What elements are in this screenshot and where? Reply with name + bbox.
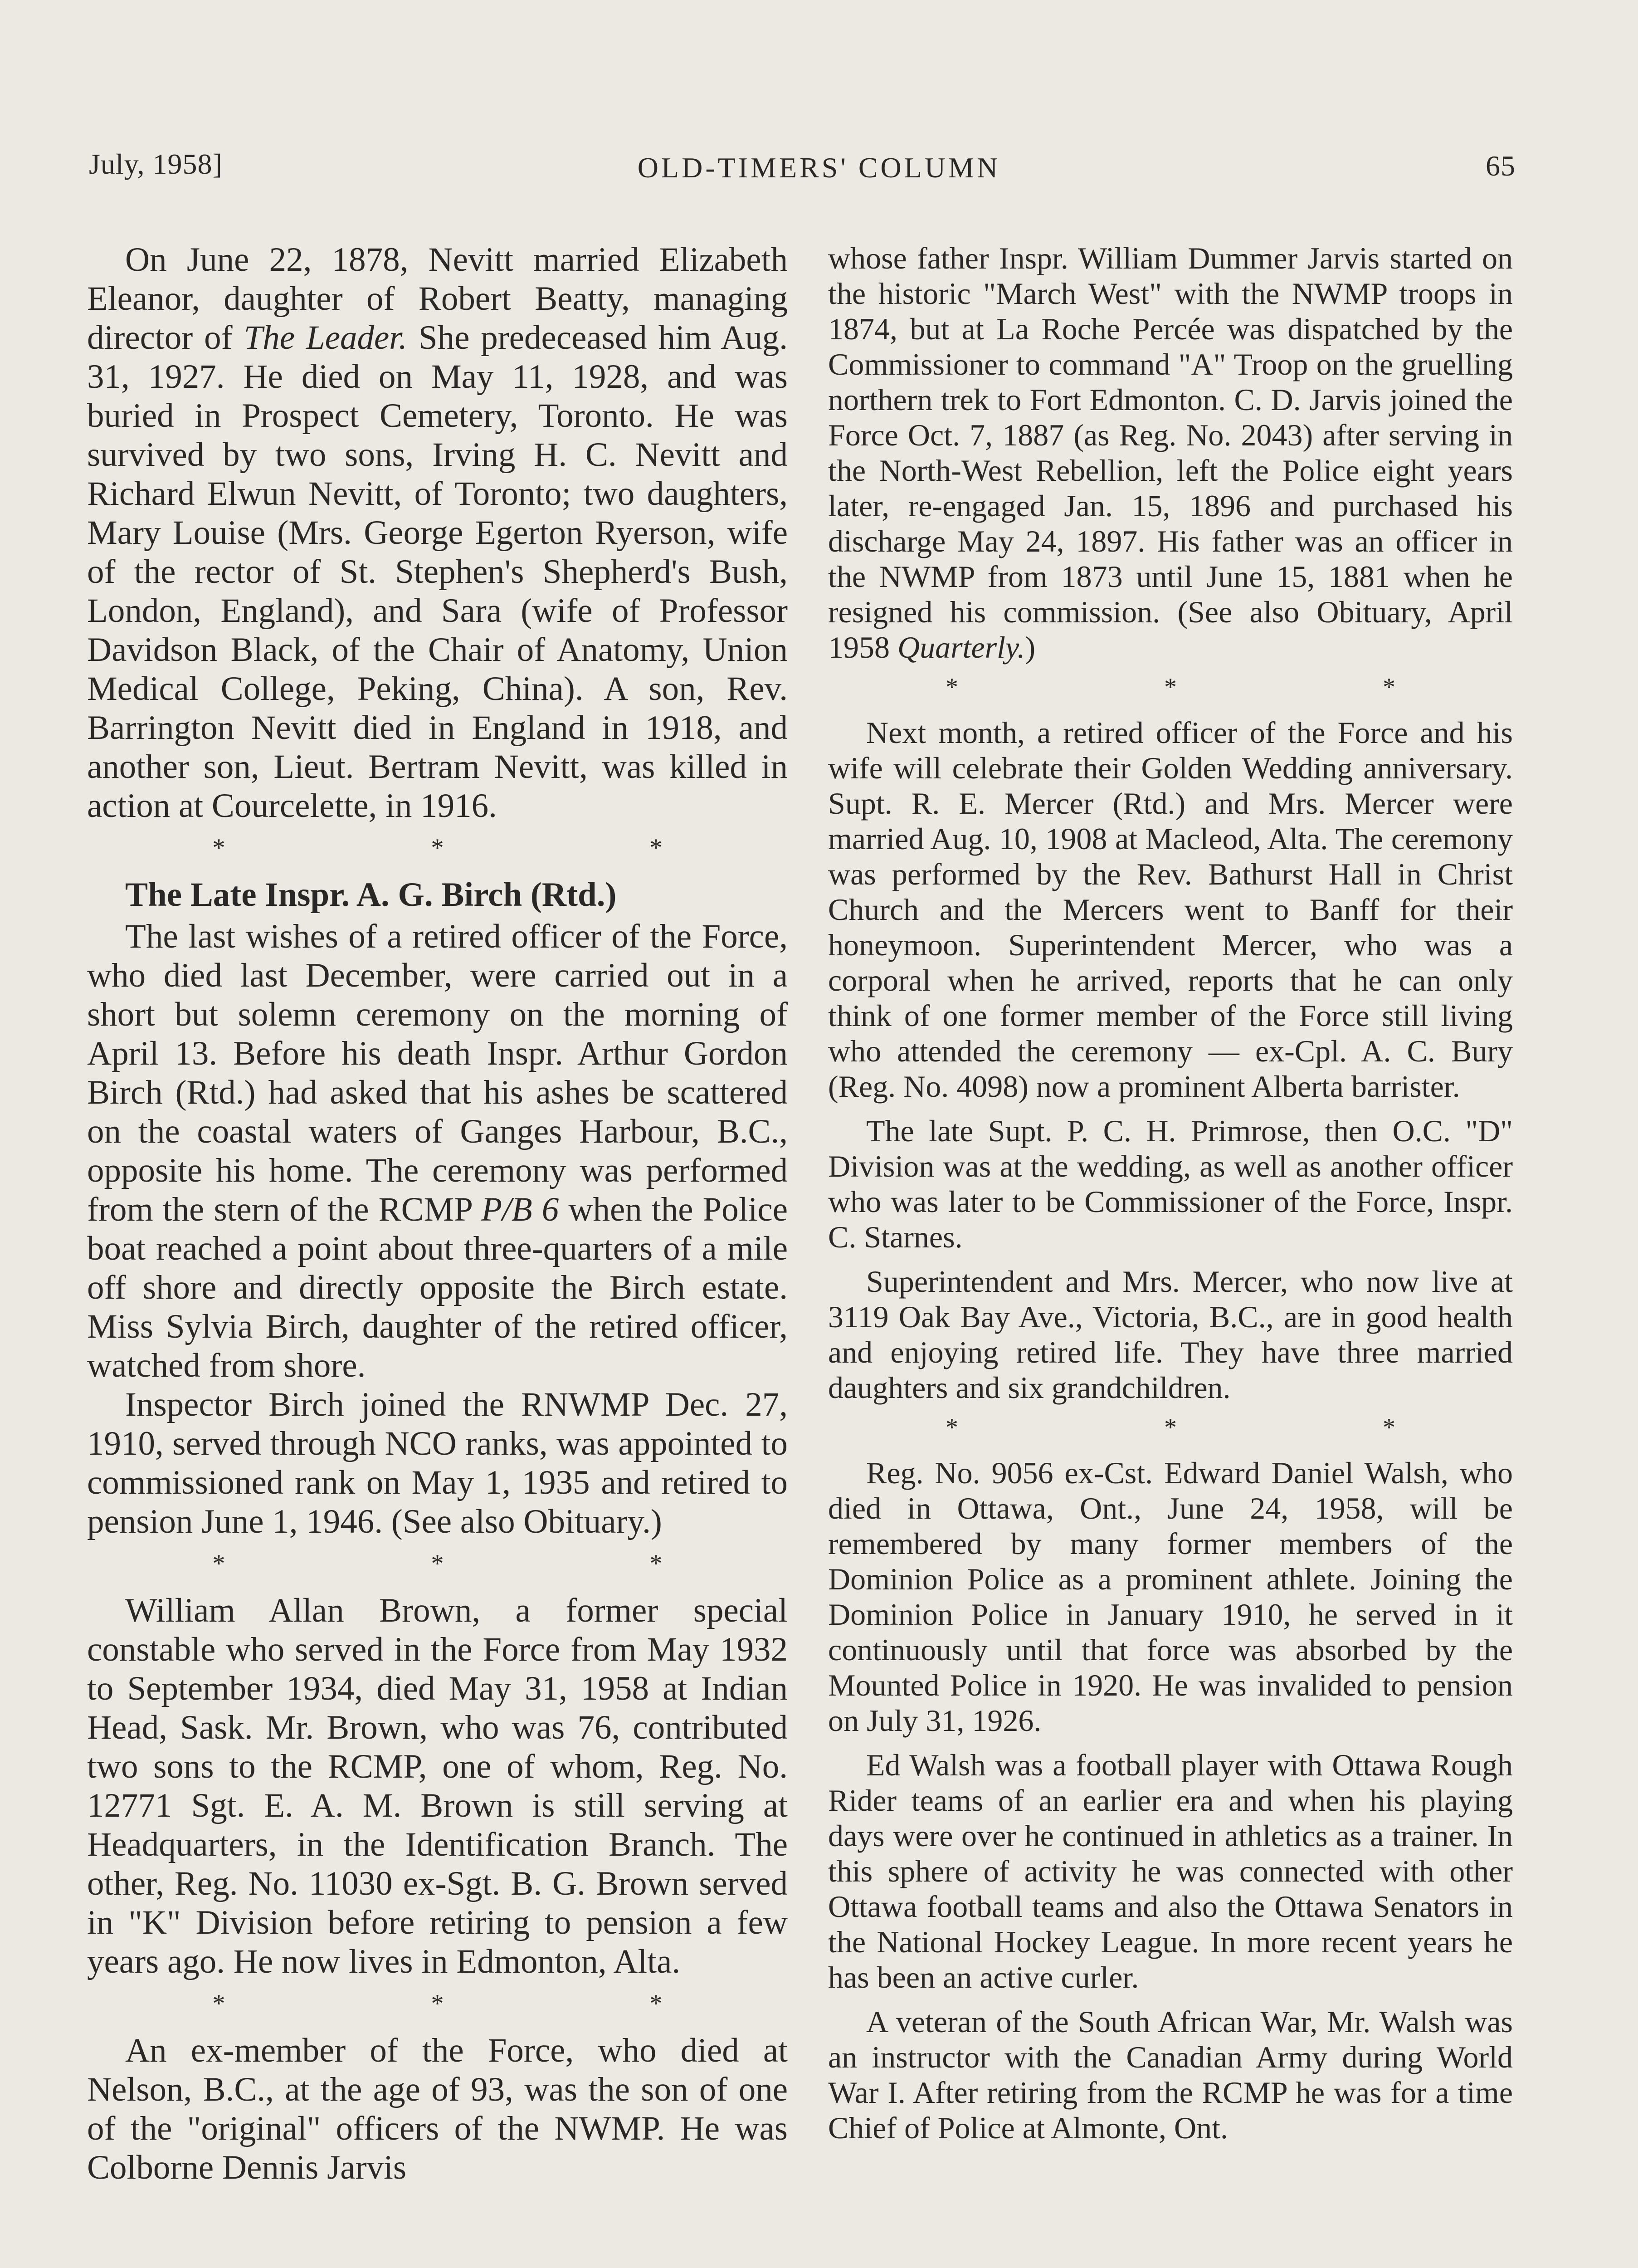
walsh-football-paragraph: Ed Walsh was a football player with Ottawa Rough Rider teams of an earlier era and when his playing days were over he continued in athletics as a trainer. In this sphere of activity he was connected with other Ottawa football teams and also the Ottawa Senators in the National Hockey League. In more recent years he has been an active curler. [828,1748,1513,1994]
jarvis-paragraph-start: An ex-member of the Force, who died at Nelson, B.C., at the age of 93, was the son of one of the "original" officers of the NWMP. He was Colborne Dennis Jarvis [87,2032,788,2186]
page-number: 65 [1486,150,1516,182]
brown-paragraph: William Allan Brown, a former special constable who served in the Force from May 1932 to September 1934, died May 31, 1958 at Indian Head, Sask. Mr. Brown, who was 76, contributed two sons to the RCMP, one of whom, Reg. No. 12771 Sgt. E. A. M. Brown is still serving at Headquarters, in the Identification Branch. The other, Reg. No. 11030 ex-Sgt. B. G. Brown served in "K" Division before retiring to pension a few years ago. He now lives in Edmonton, Alta. [87,1592,788,1980]
birch-career-paragraph: Inspector Birch joined the RNWMP Dec. 27, 1910, served through NCO ranks, was appointed to commissioned rank on May 1, 1935 and retired to pension June 1, 1946. (See also Obituary.) [87,1386,788,1540]
walsh-veteran-paragraph: A veteran of the South African War, Mr. Walsh was an instructor with the Canadian Army during World War I. After retiring from the RCMP he was for a time Chief of Police at Almonte, Ont. [828,2004,1513,2145]
right-column [828,240,1513,2146]
mercer-paragraph: Next month, a retired officer of the Force and his wife will celebrate their Golden Wedding anniversary. Supt. R. E. Mercer (Rtd.) and Mrs. Mercer were married Aug. 10, 1908 at Macleod, Alta. The ceremony was performed by the Rev. Bathurst Hall in Christ Church and the Mercers went to Banff for their honeymoon. Superintendent Mercer, who was a corporal when he arrived, reports that he can only think of one former member of the Force still living who attended the ceremony — ex-Cpl. A. C. Bury (Reg. No. 4098) now a prominent Alberta barrister. [828,715,1513,1104]
birch-paragraph: The last wishes of a retired officer of the Force, who died last December, were carried out in a short but solemn ceremony on the morning of April 13. Before his death Inspr. Arthur Gordon Birch (Rtd.) had asked that his ashes be scattered on the coastal waters of Ganges Harbour, B.C., opposite his home. The ceremony was performed from the stern of the RCMP P/B 6 when the Police boat reached a point about three-quarters of a mile off shore and directly opposite the Birch estate. Miss Sylvia Birch, daughter of the retired officer, watched from shore. [87,918,788,1384]
primrose-paragraph: The late Supt. P. C. H. Primrose, then O.C. "D" Division was at the wedding, as well as another officer who was later to be Commissioner of the Force, Inspr. C. Starnes. [828,1114,1513,1254]
section-separator: * * * [212,1549,762,1578]
section-heading: The Late Inspr. A. G. Birch (Rtd.) [125,876,617,914]
walsh-paragraph: Reg. No. 9056 ex-Cst. Edward Daniel Walsh, who died in Ottawa, Ont., June 24, 1958, will be remembered by many former members of the Dominion Police as a prominent athlete. Joining the Dominion Police in January 1910, he served in it continuously until that force was absorbed by the Mounted Police in 1920. He was invalided to pension on July 31, 1926. [828,1456,1513,1738]
section-separator: * * * [946,1413,1495,1442]
section-separator: * * * [212,834,762,862]
header-column-title: OLD-TIMERS' COLUMN [637,152,1001,184]
boat-name: P/B 6 [481,1191,559,1228]
section-separator: * * * [946,673,1495,701]
newspaper-title: The Leader. [244,319,407,357]
header-date: July, 1958] [89,148,223,180]
nevitt-paragraph: On June 22, 1878, Nevitt married Elizabeth Eleanor, daughter of Robert Beatty, managing director of The Leader. She predeceased him Aug. 31, 1927. He died on May 11, 1928, and was buried in Prospect Cemetery, Toronto. He was survived by two sons, Irving H. C. Nevitt and Richard Elwun Nevitt, of Toronto; two daughters, Mary Louise (Mrs. George Egerton Ryerson, wife of the rector of St. Stephen's Shepherd's Bush, London, England), and Sara (wife of Professor Davidson Black, of the Chair of Anatomy, Union Medical College, Peking, China). A son, Rev. Barrington Nevitt died in England in 1918, and another son, Lieut. Bertram Nevitt, was killed in action at Courcelette, in 1916. [87,241,788,825]
left-column [87,240,788,2187]
quarterly-title: Quarterly. [897,630,1025,665]
jarvis-paragraph-continued: whose father Inspr. William Dummer Jarvis started on the historic "March West" with the NWMP troops in 1874, but at La Roche Percée was dispatched by the Commissioner to command "A" Troop on the gruelling northern trek to Fort Edmonton. C. D. Jarvis joined the Force Oct. 7, 1887 (as Reg. No. 2043) after serving in the North-West Rebellion, left the Police eight years later, re-engaged Jan. 15, 1896 and purchased his discharge May 24, 1897. His father was an officer in the NWMP from 1873 until June 15, 1881 when he resigned his commission. (See also Obituary, April 1958 Quarterly.) [828,241,1513,665]
section-separator: * * * [212,1989,762,2018]
mercer-residence-paragraph: Superintendent and Mrs. Mercer, who now live at 3119 Oak Bay Ave., Victoria, B.C., are in good health and enjoying retired life. They have three married daughters and six grandchildren. [828,1264,1513,1405]
